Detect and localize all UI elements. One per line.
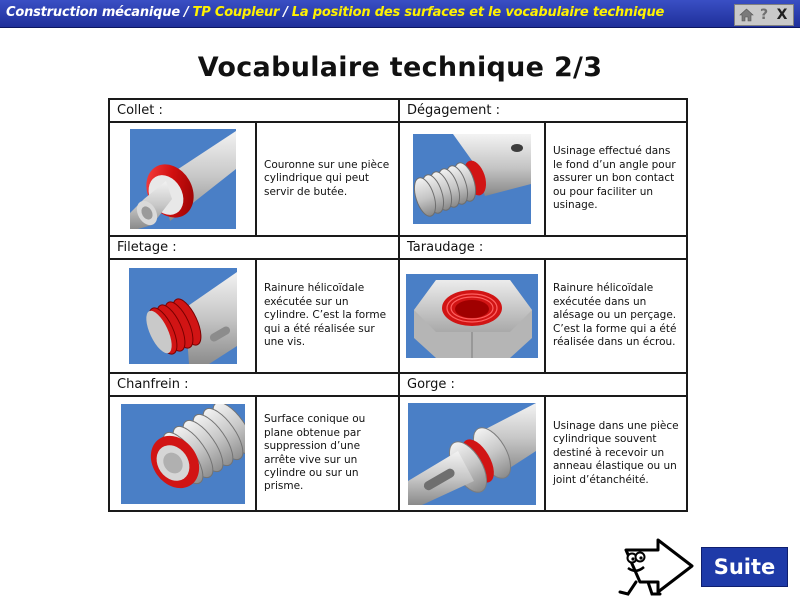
term-description-filetage: Rainure hélicoïdale exécutée sur un cylindre. C’est la forme qui a été réalisée sur une vis. [255,260,400,372]
term-heading-taraudage: Taraudage : [400,237,686,260]
collet-image [110,123,255,235]
filetage-image [110,260,255,372]
pointing-arrow-mascot [618,536,698,598]
term-heading-gorge: Gorge : [400,374,686,397]
collet-illustration [130,129,236,229]
degagement-illustration [413,134,531,224]
term-description-collet: Couronne sur une pièce cylindrique qui peut servir de butée. [255,123,400,235]
term-description-taraudage: Rainure hélicoïdale exécutée dans un alésage ou un perçage. C’est la forme qui a été réalisée dans un écrou. [544,260,686,372]
breadcrumb-current-page: La position des surfaces et le vocabulaire technique [291,5,665,20]
term-heading-collet: Collet : [110,100,398,123]
term-description-chanfrein: Surface conique ou plane obtenue par suppression d’une arrête vive sur un cylindre ou sur un prisme. [255,397,400,510]
home-button[interactable] [738,6,754,24]
breadcrumb-tp-coupleur[interactable]: TP Coupleur [192,5,280,20]
term-heading-chanfrein: Chanfrein : [110,374,398,397]
close-button[interactable]: X [776,7,788,23]
page-title: Vocabulaire technique 2/3 [197,52,603,83]
gorge-image [400,397,544,510]
term-heading-filetage: Filetage : [110,237,398,260]
help-button[interactable]: ? [759,7,769,23]
filetage-illustration [129,268,237,364]
term-description-degagement: Usinage effectué dans le fond d’un angle pour assurer un bon contact ou pour faciliter un usinage. [544,123,686,235]
suite-button[interactable]: Suite [701,547,788,587]
breadcrumb [6,5,664,20]
title-bar [0,0,800,28]
term-heading-degagement: Dégagement : [400,100,686,123]
degagement-image [400,123,544,235]
breadcrumb-separator: / [183,5,189,20]
chanfrein-illustration [121,404,245,504]
taraudage-illustration [406,274,538,358]
vocabulary-table [108,98,688,512]
chanfrein-image [110,397,255,510]
window-controls [734,4,794,26]
taraudage-image [400,260,544,372]
gorge-illustration [408,403,536,505]
term-description-gorge: Usinage dans une pièce cylindrique souvent destiné à recevoir un anneau élastique ou un joint d’étanchéité. [544,397,686,510]
home-icon [739,8,754,22]
breadcrumb-construction[interactable]: Construction mécanique [6,5,180,20]
breadcrumb-separator: / [283,5,288,20]
